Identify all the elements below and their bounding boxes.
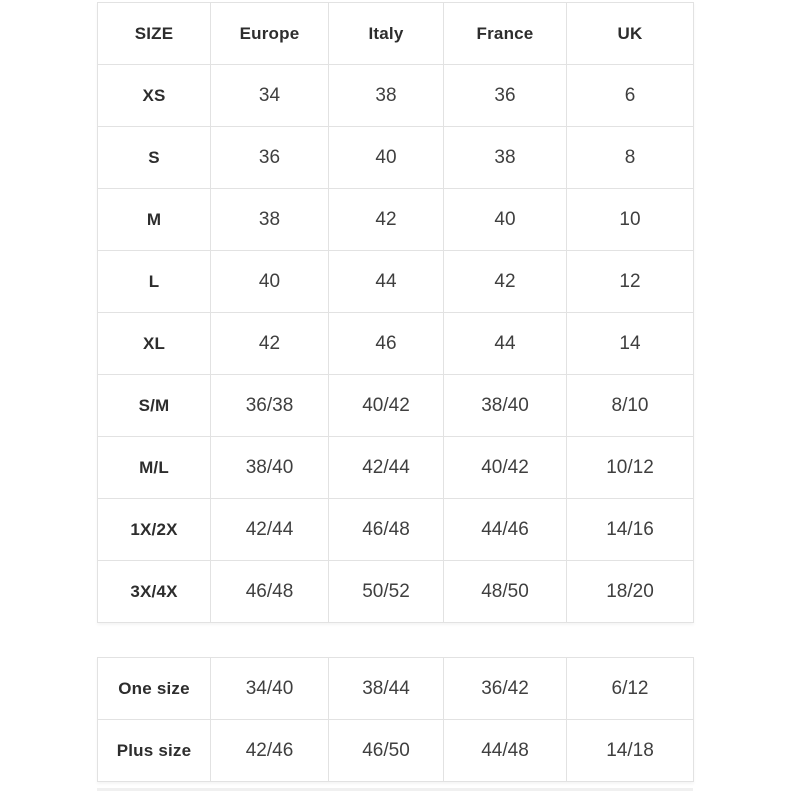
- size-cell: 3X/4X: [98, 561, 211, 623]
- value-cell: 40/42: [444, 437, 567, 499]
- value-cell: 40: [211, 251, 329, 313]
- value-cell: 34: [211, 65, 329, 127]
- one-size-plus-size-table: [97, 657, 694, 782]
- size-cell: S/M: [98, 375, 211, 437]
- value-cell: 40: [329, 127, 444, 189]
- size-cell: S: [98, 127, 211, 189]
- value-cell: 38/44: [329, 658, 444, 720]
- value-cell: 42: [444, 251, 567, 313]
- value-cell: 6: [567, 65, 694, 127]
- header-cell-europe: Europe: [211, 3, 329, 65]
- value-cell: 36: [211, 127, 329, 189]
- value-cell: 46/48: [329, 499, 444, 561]
- value-cell: 40/42: [329, 375, 444, 437]
- value-cell: 14/16: [567, 499, 694, 561]
- table-row-1x2x: [98, 499, 694, 561]
- value-cell: 40: [444, 189, 567, 251]
- size-cell: One size: [98, 658, 211, 720]
- value-cell: 10/12: [567, 437, 694, 499]
- table-row-plus-size: [98, 720, 694, 782]
- size-cell: 1X/2X: [98, 499, 211, 561]
- value-cell: 36: [444, 65, 567, 127]
- value-cell: 36/38: [211, 375, 329, 437]
- value-cell: 8/10: [567, 375, 694, 437]
- value-cell: 46/50: [329, 720, 444, 782]
- size-cell: XL: [98, 313, 211, 375]
- value-cell: 14/18: [567, 720, 694, 782]
- value-cell: 42: [329, 189, 444, 251]
- value-cell: 14: [567, 313, 694, 375]
- value-cell: 42/44: [329, 437, 444, 499]
- table-row-xs: [98, 65, 694, 127]
- value-cell: 50/52: [329, 561, 444, 623]
- value-cell: 10: [567, 189, 694, 251]
- table-row-one-size: [98, 658, 694, 720]
- value-cell: 38: [444, 127, 567, 189]
- table-row-xl: [98, 313, 694, 375]
- size-cell: XS: [98, 65, 211, 127]
- table-row-sm: [98, 375, 694, 437]
- size-cell: Plus size: [98, 720, 211, 782]
- size-cell: L: [98, 251, 211, 313]
- size-cell: M: [98, 189, 211, 251]
- value-cell: 48/50: [444, 561, 567, 623]
- value-cell: 44/48: [444, 720, 567, 782]
- header-cell-uk: UK: [567, 3, 694, 65]
- table-row-l: [98, 251, 694, 313]
- value-cell: 44: [444, 313, 567, 375]
- value-cell: 34/40: [211, 658, 329, 720]
- table-row-ml: [98, 437, 694, 499]
- value-cell: 44: [329, 251, 444, 313]
- size-cell: M/L: [98, 437, 211, 499]
- value-cell: 6/12: [567, 658, 694, 720]
- value-cell: 12: [567, 251, 694, 313]
- table-row-s: [98, 127, 694, 189]
- header-cell-size: SIZE: [98, 3, 211, 65]
- value-cell: 18/20: [567, 561, 694, 623]
- size-chart-container: [97, 2, 694, 791]
- header-cell-france: France: [444, 3, 567, 65]
- table-row-3x4x: [98, 561, 694, 623]
- value-cell: 38: [329, 65, 444, 127]
- value-cell: 36/42: [444, 658, 567, 720]
- value-cell: 42/46: [211, 720, 329, 782]
- header-row: [98, 3, 694, 65]
- value-cell: 46/48: [211, 561, 329, 623]
- value-cell: 42/44: [211, 499, 329, 561]
- value-cell: 38/40: [444, 375, 567, 437]
- value-cell: 38/40: [211, 437, 329, 499]
- value-cell: 46: [329, 313, 444, 375]
- value-cell: 8: [567, 127, 694, 189]
- cropped-element-below-edge: [97, 788, 693, 791]
- value-cell: 44/46: [444, 499, 567, 561]
- table-row-m: [98, 189, 694, 251]
- value-cell: 42: [211, 313, 329, 375]
- value-cell: 38: [211, 189, 329, 251]
- size-conversion-table: [97, 2, 694, 623]
- header-cell-italy: Italy: [329, 3, 444, 65]
